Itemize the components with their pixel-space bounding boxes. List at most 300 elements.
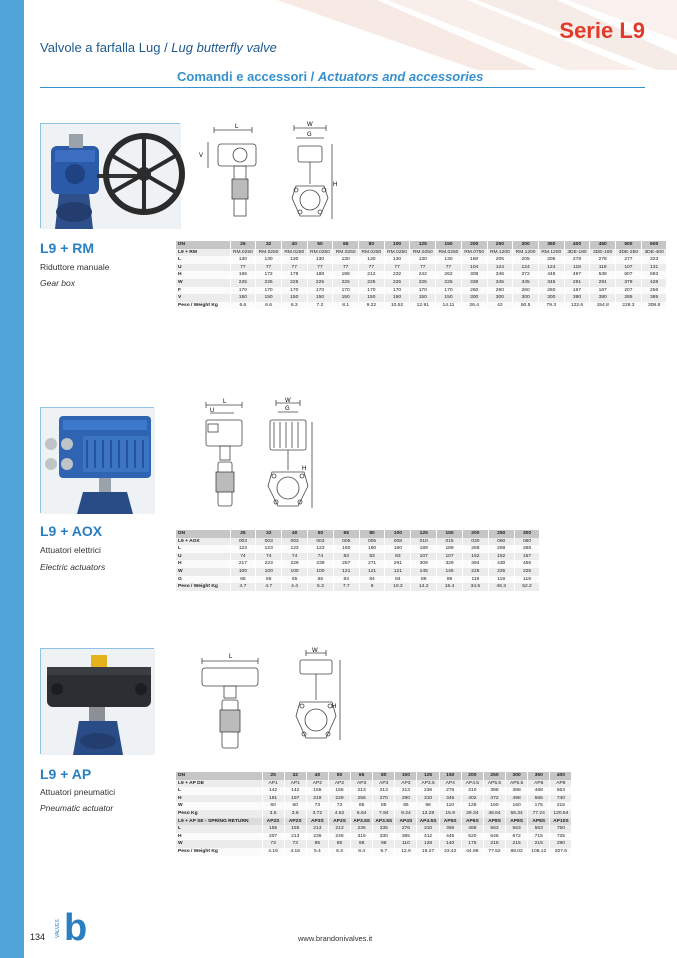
table-cell: 74: [282, 553, 308, 561]
table-cell: 300: [461, 294, 487, 302]
electric-actuator-technical-drawing: [196, 400, 316, 522]
table-cell: 77: [256, 264, 282, 272]
table-cell: 85: [328, 840, 350, 848]
table-cell: 225: [488, 568, 514, 576]
table-row-label: L9 + AOX: [176, 538, 230, 546]
table-cell: 118: [590, 264, 616, 272]
table-row-label: Peso / Weight Kg: [176, 302, 230, 310]
table-cell: 77: [359, 264, 385, 272]
table-cell: 170: [307, 287, 333, 295]
table-cell: 77: [384, 264, 410, 272]
dim-label-w: W: [285, 398, 291, 404]
product-description-italian: Attuatori elettrici: [40, 545, 101, 555]
table-cell: 750: [550, 825, 572, 833]
table-cell: 236: [306, 833, 328, 841]
table-row: [176, 264, 667, 272]
table-row-label: L: [176, 787, 262, 795]
table-row: [176, 583, 540, 591]
table-cell: 118: [564, 264, 590, 272]
table-header-cell: 300: [514, 530, 540, 538]
table-row: [176, 560, 540, 568]
dim-label-w: W: [312, 648, 318, 654]
table-cell: 4.16: [262, 848, 284, 856]
heading-italian: Valvole a farfalla Lug: [40, 40, 161, 55]
table-cell: 130: [384, 256, 410, 264]
table-cell: 160: [483, 802, 505, 810]
table-cell: 154.8: [590, 302, 616, 310]
table-cell: 7.7: [333, 583, 359, 591]
table-cell: 262: [436, 271, 462, 279]
table-cell: 278: [564, 256, 590, 264]
table-row-label: L9 + AP DE: [176, 780, 262, 788]
table-cell: 225: [410, 279, 436, 287]
table-row: [176, 553, 540, 561]
table-cell: 268: [488, 545, 514, 553]
table-cell: AP6: [528, 780, 550, 788]
table-cell: 130: [230, 256, 256, 264]
table-cell: 345: [538, 279, 564, 287]
table-cell: 189: [411, 545, 437, 553]
table-cell: AP8: [550, 780, 572, 788]
table-cell: AP1: [284, 780, 306, 788]
page-number: 134: [30, 932, 46, 942]
table-row-label: L9 + AP SE - SPRING RETURN: [176, 818, 262, 826]
product-description-italian: Riduttore manuale: [40, 262, 110, 272]
table-cell: 445: [439, 833, 461, 841]
table-cell: 285: [616, 294, 642, 302]
table-cell: 3.72: [306, 810, 328, 818]
table-cell: 8.4: [351, 848, 373, 856]
logo-letter: b: [64, 907, 88, 949]
table-cell: 3DE-180: [564, 249, 590, 257]
dim-label-g: G: [307, 132, 312, 138]
table-cell: 260: [487, 287, 513, 295]
website-url: www.brandonivalves.it: [298, 934, 373, 943]
table-cell: 003: [282, 538, 308, 546]
table-cell: AP6S: [461, 818, 483, 826]
table-cell: 167: [590, 287, 616, 295]
table-cell: RM.0250: [436, 249, 462, 257]
table-cell: 73: [306, 802, 328, 810]
table-row-label: L: [176, 256, 230, 264]
table-cell: 42: [487, 302, 513, 310]
table-cell: 236: [351, 825, 373, 833]
table-cell: 130: [256, 256, 282, 264]
table-cell: 430: [488, 560, 514, 568]
table-cell: 010: [411, 538, 437, 546]
table-cell: 213: [328, 825, 350, 833]
table-cell: 74: [230, 553, 256, 561]
table-cell: 205: [487, 256, 513, 264]
table-cell: 213: [395, 787, 417, 795]
table-cell: 155: [306, 787, 328, 795]
table-cell: 290: [550, 840, 572, 848]
table-header-cell: 150: [436, 241, 462, 249]
table-cell: 121: [385, 568, 411, 576]
table-cell: 119: [514, 576, 540, 584]
table-cell: 46.64: [483, 810, 505, 818]
table-cell: 309: [411, 560, 437, 568]
table-cell: 107: [437, 553, 463, 561]
table-cell: 003: [256, 538, 282, 546]
table-cell: 167: [564, 287, 590, 295]
table-header-cell: 32: [256, 530, 282, 538]
table-cell: 98: [417, 802, 439, 810]
table-cell: 693: [641, 271, 667, 279]
table-header-cell: 250: [487, 241, 513, 249]
table-header-row: [176, 530, 540, 538]
table-cell: 65: [282, 576, 308, 584]
table-cell: 84: [333, 576, 359, 584]
table-cell: 388: [506, 787, 528, 795]
table-cell: 207: [262, 833, 284, 841]
table-cell: 123: [307, 545, 333, 553]
table-cell: 268: [462, 545, 488, 553]
table-cell: 131: [641, 264, 667, 272]
table-row-label: H: [176, 833, 262, 841]
table-cell: 160: [506, 802, 528, 810]
table-cell: 150: [230, 294, 256, 302]
table-cell: 34.5: [462, 583, 488, 591]
table-row-label: G: [176, 576, 230, 584]
table-cell: 189: [437, 545, 463, 553]
table-row: [176, 840, 572, 848]
table-row: [176, 825, 572, 833]
table-header-cell: 200: [462, 530, 488, 538]
table-cell: AP4S: [395, 818, 417, 826]
table-cell: 394: [462, 560, 488, 568]
table-row: [176, 848, 572, 856]
table-cell: 84: [385, 576, 411, 584]
series-title: Serie L9: [559, 18, 645, 43]
table-row: [176, 279, 667, 287]
table-cell: RM.0250: [333, 249, 359, 257]
table-cell: 225: [384, 279, 410, 287]
table-cell: 110: [439, 802, 461, 810]
table-cell: 79.3: [538, 302, 564, 310]
table-cell: 44.98: [461, 848, 483, 856]
table-cell: 4.62: [328, 810, 350, 818]
table-header-cell: 300: [506, 772, 528, 780]
table-cell: 12.91: [410, 302, 436, 310]
table-row: [176, 249, 667, 257]
table-cell: AP5S: [439, 818, 461, 826]
table-cell: AP8S: [483, 818, 505, 826]
table-cell: 100: [282, 568, 308, 576]
table-cell: 365: [395, 833, 417, 841]
product-description-english: Electric actuators: [40, 562, 106, 572]
table-header-cell: 350: [528, 772, 550, 780]
table-header-cell: 350: [538, 241, 564, 249]
table-cell: AP3: [351, 780, 373, 788]
table-cell: 100: [307, 568, 333, 576]
table-cell: 448: [538, 271, 564, 279]
table-row-label: Peso / Weight Kg: [176, 848, 262, 856]
table-cell: 60: [284, 802, 306, 810]
page-heading: [40, 40, 277, 55]
table-cell: 260: [513, 287, 539, 295]
table-cell: 122.6: [564, 302, 590, 310]
dim-label-h: H: [333, 182, 338, 188]
table-cell: 428: [641, 279, 667, 287]
dim-label-l: L: [229, 654, 233, 660]
table-cell: 4.4: [282, 583, 308, 591]
dim-label-w: W: [307, 122, 313, 128]
table-cell: 15.4: [437, 583, 463, 591]
table-cell: 155: [328, 787, 350, 795]
table-cell: 205: [513, 256, 539, 264]
table-cell: 213: [306, 825, 328, 833]
table-cell: 4.7: [230, 583, 256, 591]
table-cell: 563: [506, 825, 528, 833]
table-header-cell: 40: [281, 241, 307, 249]
table-cell: AP2: [328, 780, 350, 788]
table-cell: 217: [230, 560, 256, 568]
table-cell: 65: [230, 576, 256, 584]
table-cell: 725: [550, 833, 572, 841]
table-header-cell: 450: [590, 241, 616, 249]
table-cell: RM.1200: [538, 249, 564, 257]
table-cell: 7.2: [307, 302, 333, 310]
table-cell: 142: [262, 787, 284, 795]
table-cell: AP8S: [506, 818, 528, 826]
table-cell: 150: [307, 294, 333, 302]
table-cell: AP3: [395, 780, 417, 788]
section-english: Actuators and accessories: [317, 69, 484, 84]
table-cell: 150: [384, 294, 410, 302]
table-cell: 74: [256, 553, 282, 561]
table-cell: 213: [351, 787, 373, 795]
table-header-cell: 50: [307, 530, 333, 538]
table-cell: 160: [385, 545, 411, 553]
table-cell: 198: [333, 271, 359, 279]
dim-label-l: L: [223, 399, 227, 405]
table-cell: 9.7: [373, 848, 395, 856]
table-cell: RM.0250: [410, 249, 436, 257]
table-cell: 3.6: [284, 810, 306, 818]
table-cell: 10.52: [384, 302, 410, 310]
table-cell: 123: [256, 545, 282, 553]
table-cell: 468: [528, 787, 550, 795]
table-cell: 4.7: [256, 583, 282, 591]
table-cell: 225: [462, 568, 488, 576]
table-cell: 46.3: [488, 583, 514, 591]
table-cell: 060: [488, 538, 514, 546]
table-cell: 124: [513, 264, 539, 272]
table-cell: 130: [333, 256, 359, 264]
table-cell: 150: [333, 294, 359, 302]
table-cell: AP3.5: [417, 780, 439, 788]
table-row-label: F: [176, 287, 230, 295]
table-cell: 119: [462, 576, 488, 584]
table-cell: 246: [328, 833, 350, 841]
table-cell: 150: [410, 294, 436, 302]
table-cell: 130: [307, 256, 333, 264]
table-cell: 175: [528, 802, 550, 810]
table-cell: 100: [230, 568, 256, 576]
table-cell: 14.11: [436, 302, 462, 310]
table-row-label: W: [176, 840, 262, 848]
table-cell: 225: [514, 568, 540, 576]
table-header-cell: 25: [230, 241, 256, 249]
table-row: [176, 545, 540, 553]
table-cell: RM.0750: [461, 249, 487, 257]
heading-english: Lug butterfly valve: [171, 40, 277, 55]
table-cell: 219: [306, 795, 328, 803]
table-cell: 178: [281, 271, 307, 279]
table-header-cell: 65: [351, 772, 373, 780]
table-cell: 77: [410, 264, 436, 272]
table-cell: 207.6: [550, 848, 572, 856]
table-cell: 345: [487, 279, 513, 287]
table-cell: 225: [281, 279, 307, 287]
table-row: [176, 787, 572, 795]
table-header-cell: 150: [437, 530, 463, 538]
table-cell: 121: [359, 568, 385, 576]
table-cell: 170: [230, 287, 256, 295]
table-cell: 329: [437, 560, 463, 568]
heading-separator: /: [160, 40, 172, 55]
table-cell: 003: [307, 538, 333, 546]
table-cell: 030: [462, 538, 488, 546]
table-cell: AP4: [439, 780, 461, 788]
table-cell: 215: [528, 840, 550, 848]
table-row: [176, 271, 667, 279]
table-cell: 119: [488, 576, 514, 584]
table-cell: 380: [590, 294, 616, 302]
table-cell: 215: [550, 802, 572, 810]
table-cell: 278: [590, 256, 616, 264]
side-color-bar: [0, 0, 24, 958]
table-cell: 497: [564, 271, 590, 279]
table-cell: 89: [437, 576, 463, 584]
table-cell: 160: [333, 545, 359, 553]
table-row-label: W: [176, 568, 230, 576]
dim-label-u: U: [210, 408, 215, 414]
table-cell: 8.1: [333, 302, 359, 310]
table-cell: 85: [373, 802, 395, 810]
table-cell: 5.3: [307, 583, 333, 591]
table-cell: 145: [437, 568, 463, 576]
table-header-cell: 25: [230, 530, 256, 538]
table-cell: 7.94: [373, 810, 395, 818]
section-italian: Comandi e accessori: [177, 69, 308, 84]
table-cell: 9.22: [359, 302, 385, 310]
table-cell: 191: [262, 795, 284, 803]
table-cell: 366: [439, 825, 461, 833]
table-row: [176, 795, 572, 803]
table-cell: 73: [328, 802, 350, 810]
table-cell: 239: [307, 560, 333, 568]
table-cell: 380: [564, 294, 590, 302]
table-cell: 498: [506, 795, 528, 803]
heading-divider: [40, 87, 645, 88]
table-cell: 291: [590, 279, 616, 287]
table-cell: 3DE-400: [641, 249, 667, 257]
dim-label-h: H: [332, 704, 337, 710]
table-header-cell: 200: [461, 772, 483, 780]
table-row: [176, 818, 572, 826]
table-cell: 155: [284, 825, 306, 833]
table-cell: 060: [514, 538, 540, 546]
table-cell: 260: [538, 287, 564, 295]
product-name: L9 + RM: [40, 240, 95, 256]
table-row-label: U: [176, 553, 230, 561]
table-header-cell: 125: [411, 530, 437, 538]
table-header-label: DN: [176, 772, 262, 780]
table-header-cell: 500: [616, 241, 642, 249]
table-cell: 316: [351, 833, 373, 841]
table-cell: 124: [487, 264, 513, 272]
table-cell: 6.3: [328, 848, 350, 856]
product-description-italian: Attuatori pneumatici: [40, 787, 116, 797]
table-row-label: U: [176, 264, 230, 272]
table-cell: 155: [262, 825, 284, 833]
table-cell: 223: [256, 560, 282, 568]
table-cell: 300: [513, 294, 539, 302]
table-cell: AP3.5S: [351, 818, 373, 826]
table-cell: 310: [461, 787, 483, 795]
table-header-cell: 50: [328, 772, 350, 780]
table-cell: 74: [307, 553, 333, 561]
table-cell: 121: [333, 568, 359, 576]
table-row-label: W: [176, 802, 262, 810]
table-cell: 150: [281, 294, 307, 302]
table-cell: 6.6: [256, 302, 282, 310]
table-cell: RM.1200: [487, 249, 513, 257]
table-cell: RM.0250: [359, 249, 385, 257]
table-cell: 85: [306, 840, 328, 848]
table-row: [176, 802, 572, 810]
table-cell: 213: [373, 787, 395, 795]
table-cell: 150: [256, 294, 282, 302]
table-cell: AP4.5S: [417, 818, 439, 826]
table-cell: 740: [550, 795, 572, 803]
table-cell: 310: [417, 825, 439, 833]
table-header-cell: 400: [564, 241, 590, 249]
table-cell: 104: [461, 264, 487, 272]
table-cell: 77: [333, 264, 359, 272]
table-cell: 175: [461, 840, 483, 848]
table-cell: 120.64: [550, 810, 572, 818]
table-cell: 005: [333, 538, 359, 546]
table-cell: 12.9: [395, 848, 417, 856]
table-row-label: L9 + RM: [176, 249, 230, 257]
table-cell: 563: [483, 825, 505, 833]
table-header-cell: 80: [359, 530, 385, 538]
table-cell: 3DE-250: [616, 249, 642, 257]
table-cell: 77.24: [528, 810, 550, 818]
dim-label-v: V: [199, 153, 204, 159]
table-cell: 646: [483, 833, 505, 841]
table-row-label: H: [176, 795, 262, 803]
table-row: [176, 576, 540, 584]
table-cell: 89: [411, 576, 437, 584]
section-heading: [177, 69, 483, 84]
table-header-cell: 32: [284, 772, 306, 780]
product-name: L9 + AP: [40, 766, 92, 782]
table-cell: 229: [282, 560, 308, 568]
table-cell: AP4.5: [461, 780, 483, 788]
table-cell: 6.3: [281, 302, 307, 310]
table-cell: 29.34: [461, 810, 483, 818]
table-cell: 291: [564, 279, 590, 287]
table-cell: 77: [281, 264, 307, 272]
table-row: [176, 302, 667, 310]
table-cell: 276: [395, 825, 417, 833]
table-cell: 215: [483, 840, 505, 848]
table-row: [176, 256, 667, 264]
